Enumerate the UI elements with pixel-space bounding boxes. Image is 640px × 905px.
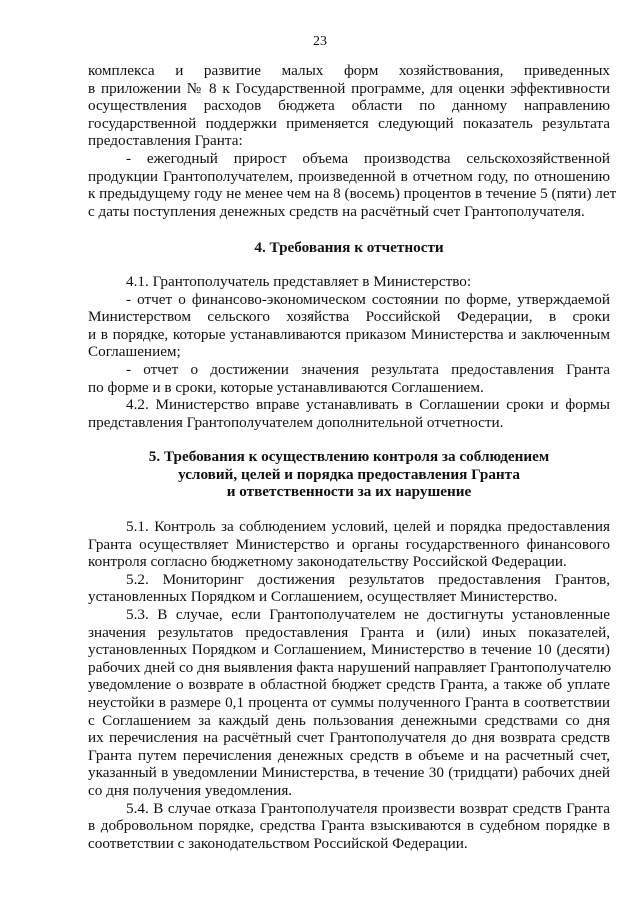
text-line: указанный в уведомлении Министерства, в течение 30 (тридцати) рабочих дней [88,764,610,782]
text-line: 5.2. Мониторинг достижения результатов предоставления Грантов, [126,570,610,588]
section-4-body [88,273,610,431]
section-4-heading [88,239,610,257]
text-line: установленных Порядком и Соглашением, осуществляет Министерство. [88,588,558,606]
text-line: уведомление о возврате в областной бюджет средств Гранта, а также об уплате [88,676,610,694]
text-line: и в порядке, которые устанавливаются приказом Министерства и заключенным [88,325,610,343]
section-5-body [88,518,610,852]
page-number: 23 [313,34,327,49]
text-line: значения результатов предоставления Гранта и (или) иных показателей, [88,623,610,641]
text-line: - отчет о достижении значения результата предоставления Гранта [126,360,610,378]
text-line: соответствии с законодательством Российской Федерации. [88,834,468,852]
text-line: Министерством сельского хозяйства Российской Федерации, в сроки [88,308,610,326]
heading-line: 4. Требования к отчетности [254,239,444,256]
text-line: 4.1. Грантополучатель представляет в Министерство: [126,273,472,290]
intro-paragraph [88,62,617,220]
text-line: к предыдущему году не менее чем на 8 (восемь) процентов в течение 5 (пяти) лет [88,185,617,203]
text-line: в приложении № 8 к Государственной программе, для оценки эффективности [88,79,610,97]
text-line: комплекса и развитие малых форм хозяйствования, приведенных [88,62,610,79]
text-line: установленных Порядком и Соглашением, Министерство в течение 10 (десяти) [88,641,610,659]
text-line: в добровольном порядке, средства Гранта взыскиваются в судебном порядке в [88,817,610,835]
text-line: представления Грантополучателем дополнительной отчетности. [88,413,504,431]
text-line: с даты поступления денежных средств на расчётный счет Грантополучателя. [88,202,585,220]
text-line: контроля согласно бюджетному законодательству Российской Федерации. [88,553,567,571]
text-line: предоставления Гранта: [88,132,243,150]
text-line: неустойки в размере 0,1 процента от суммы полученного Гранта в соответствии [88,693,610,711]
text-line: по форме и в сроки, которые устанавливаются Соглашением. [88,378,484,396]
heading-line: условий, целей и порядка предоставления Гранта [178,465,520,483]
text-line: рабочих дней со дня выявления факта нарушений направляет Грантополучателю [88,658,612,676]
text-line: их перечисления на расчётный счет Грантополучателя до дня возврата средств [88,729,610,747]
text-line: 5.3. В случае, если Грантополучателем не достигнуты установленные [126,605,610,623]
text-line: продукции Грантополучателем, произведенной в отчетном году, по отношению [88,167,610,185]
section-5-heading [88,448,610,501]
text-line: Гранта осуществляет Министерство и органы государственного финансового [88,535,610,553]
text-line: - ежегодный прирост объема производства сельскохозяйственной [126,149,610,167]
text-line: Гранта путем перечисления денежных средств в объеме и на расчетный счет, [88,746,610,764]
text-line: - отчет о финансово-экономическом состоянии по форме, утверждаемой [126,290,610,308]
heading-line: и ответственности за их нарушение [226,483,472,501]
text-line: 4.2. Министерство вправе устанавливать в Соглашении сроки и формы [126,396,610,414]
text-line: с Соглашением за каждый день пользования денежными средствами со дня [88,711,610,729]
text-line: Соглашением; [88,343,181,361]
heading-line: 5. Требования к осуществлению контроля за соблюдением [148,448,550,465]
text-line: со дня получения уведомления. [88,781,293,799]
text-line: 5.1. Контроль за соблюдением условий, целей и порядка предоставления [126,518,610,535]
text-line: осуществления расходов бюджета области по данному направлению [88,97,610,115]
text-line: государственной поддержки применяется следующий показатель результата [88,114,610,132]
text-line: 5.4. В случае отказа Грантополучателя произвести возврат средств Гранта [126,799,610,817]
